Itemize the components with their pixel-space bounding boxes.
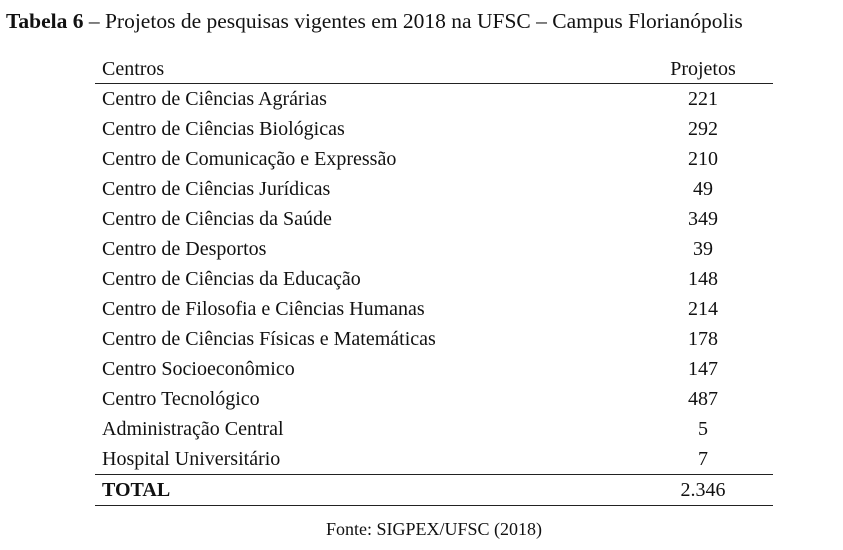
project-count: 39	[693, 238, 713, 260]
center-name: Centro de Ciências Físicas e Matemáticas	[102, 328, 436, 350]
center-name: Centro de Ciências Jurídicas	[102, 178, 331, 200]
table-row	[95, 84, 773, 115]
project-count: 147	[688, 358, 718, 380]
table-row	[95, 294, 773, 324]
table-row	[95, 324, 773, 354]
center-name: Centro de Ciências Agrárias	[102, 88, 327, 110]
total-value: 2.346	[633, 475, 773, 506]
project-count: 7	[698, 448, 708, 470]
center-name: Centro de Desportos	[102, 238, 267, 260]
project-count: 49	[693, 178, 713, 200]
project-count: 5	[698, 418, 708, 440]
project-count: 214	[688, 298, 718, 320]
projects-table	[95, 55, 773, 506]
table-row	[95, 264, 773, 294]
project-count: 487	[688, 388, 718, 410]
table-row	[95, 114, 773, 144]
center-name: Centro Tecnológico	[102, 388, 260, 410]
table-row	[95, 144, 773, 174]
source-note: Fonte: SIGPEX/UFSC (2018)	[325, 519, 543, 539]
center-name: Hospital Universitário	[102, 448, 281, 470]
total-label: TOTAL	[95, 475, 633, 506]
center-name: Administração Central	[102, 418, 284, 440]
table-caption-text: – Projetos de pesquisas vigentes em 2018 na UFSC – Campus Florianópolis	[83, 9, 743, 33]
table-row	[95, 174, 773, 204]
table-row	[95, 354, 773, 384]
project-count: 210	[688, 148, 718, 170]
table-row	[95, 234, 773, 264]
project-count: 292	[688, 118, 718, 140]
center-name: Centro de Ciências da Educação	[102, 268, 361, 290]
center-name: Centro de Filosofia e Ciências Humanas	[102, 298, 425, 320]
table-row	[95, 204, 773, 234]
column-header-centros: Centros	[95, 55, 633, 84]
column-header-projetos: Projetos	[633, 55, 773, 84]
center-name: Centro de Ciências da Saúde	[102, 208, 332, 230]
project-count: 349	[688, 208, 718, 230]
table-caption	[6, 4, 842, 38]
center-name: Centro de Comunicação e Expressão	[102, 148, 397, 170]
table-header-row	[95, 55, 773, 84]
table-caption-label: Tabela 6	[6, 9, 84, 33]
table-row	[95, 384, 773, 414]
project-count: 178	[688, 328, 718, 350]
total-row	[95, 475, 773, 506]
center-name: Centro de Ciências Biológicas	[102, 118, 345, 140]
project-count: 148	[688, 268, 718, 290]
center-name: Centro Socioeconômico	[102, 358, 295, 380]
project-count: 221	[688, 88, 718, 110]
table-row	[95, 414, 773, 444]
table-row	[95, 444, 773, 475]
